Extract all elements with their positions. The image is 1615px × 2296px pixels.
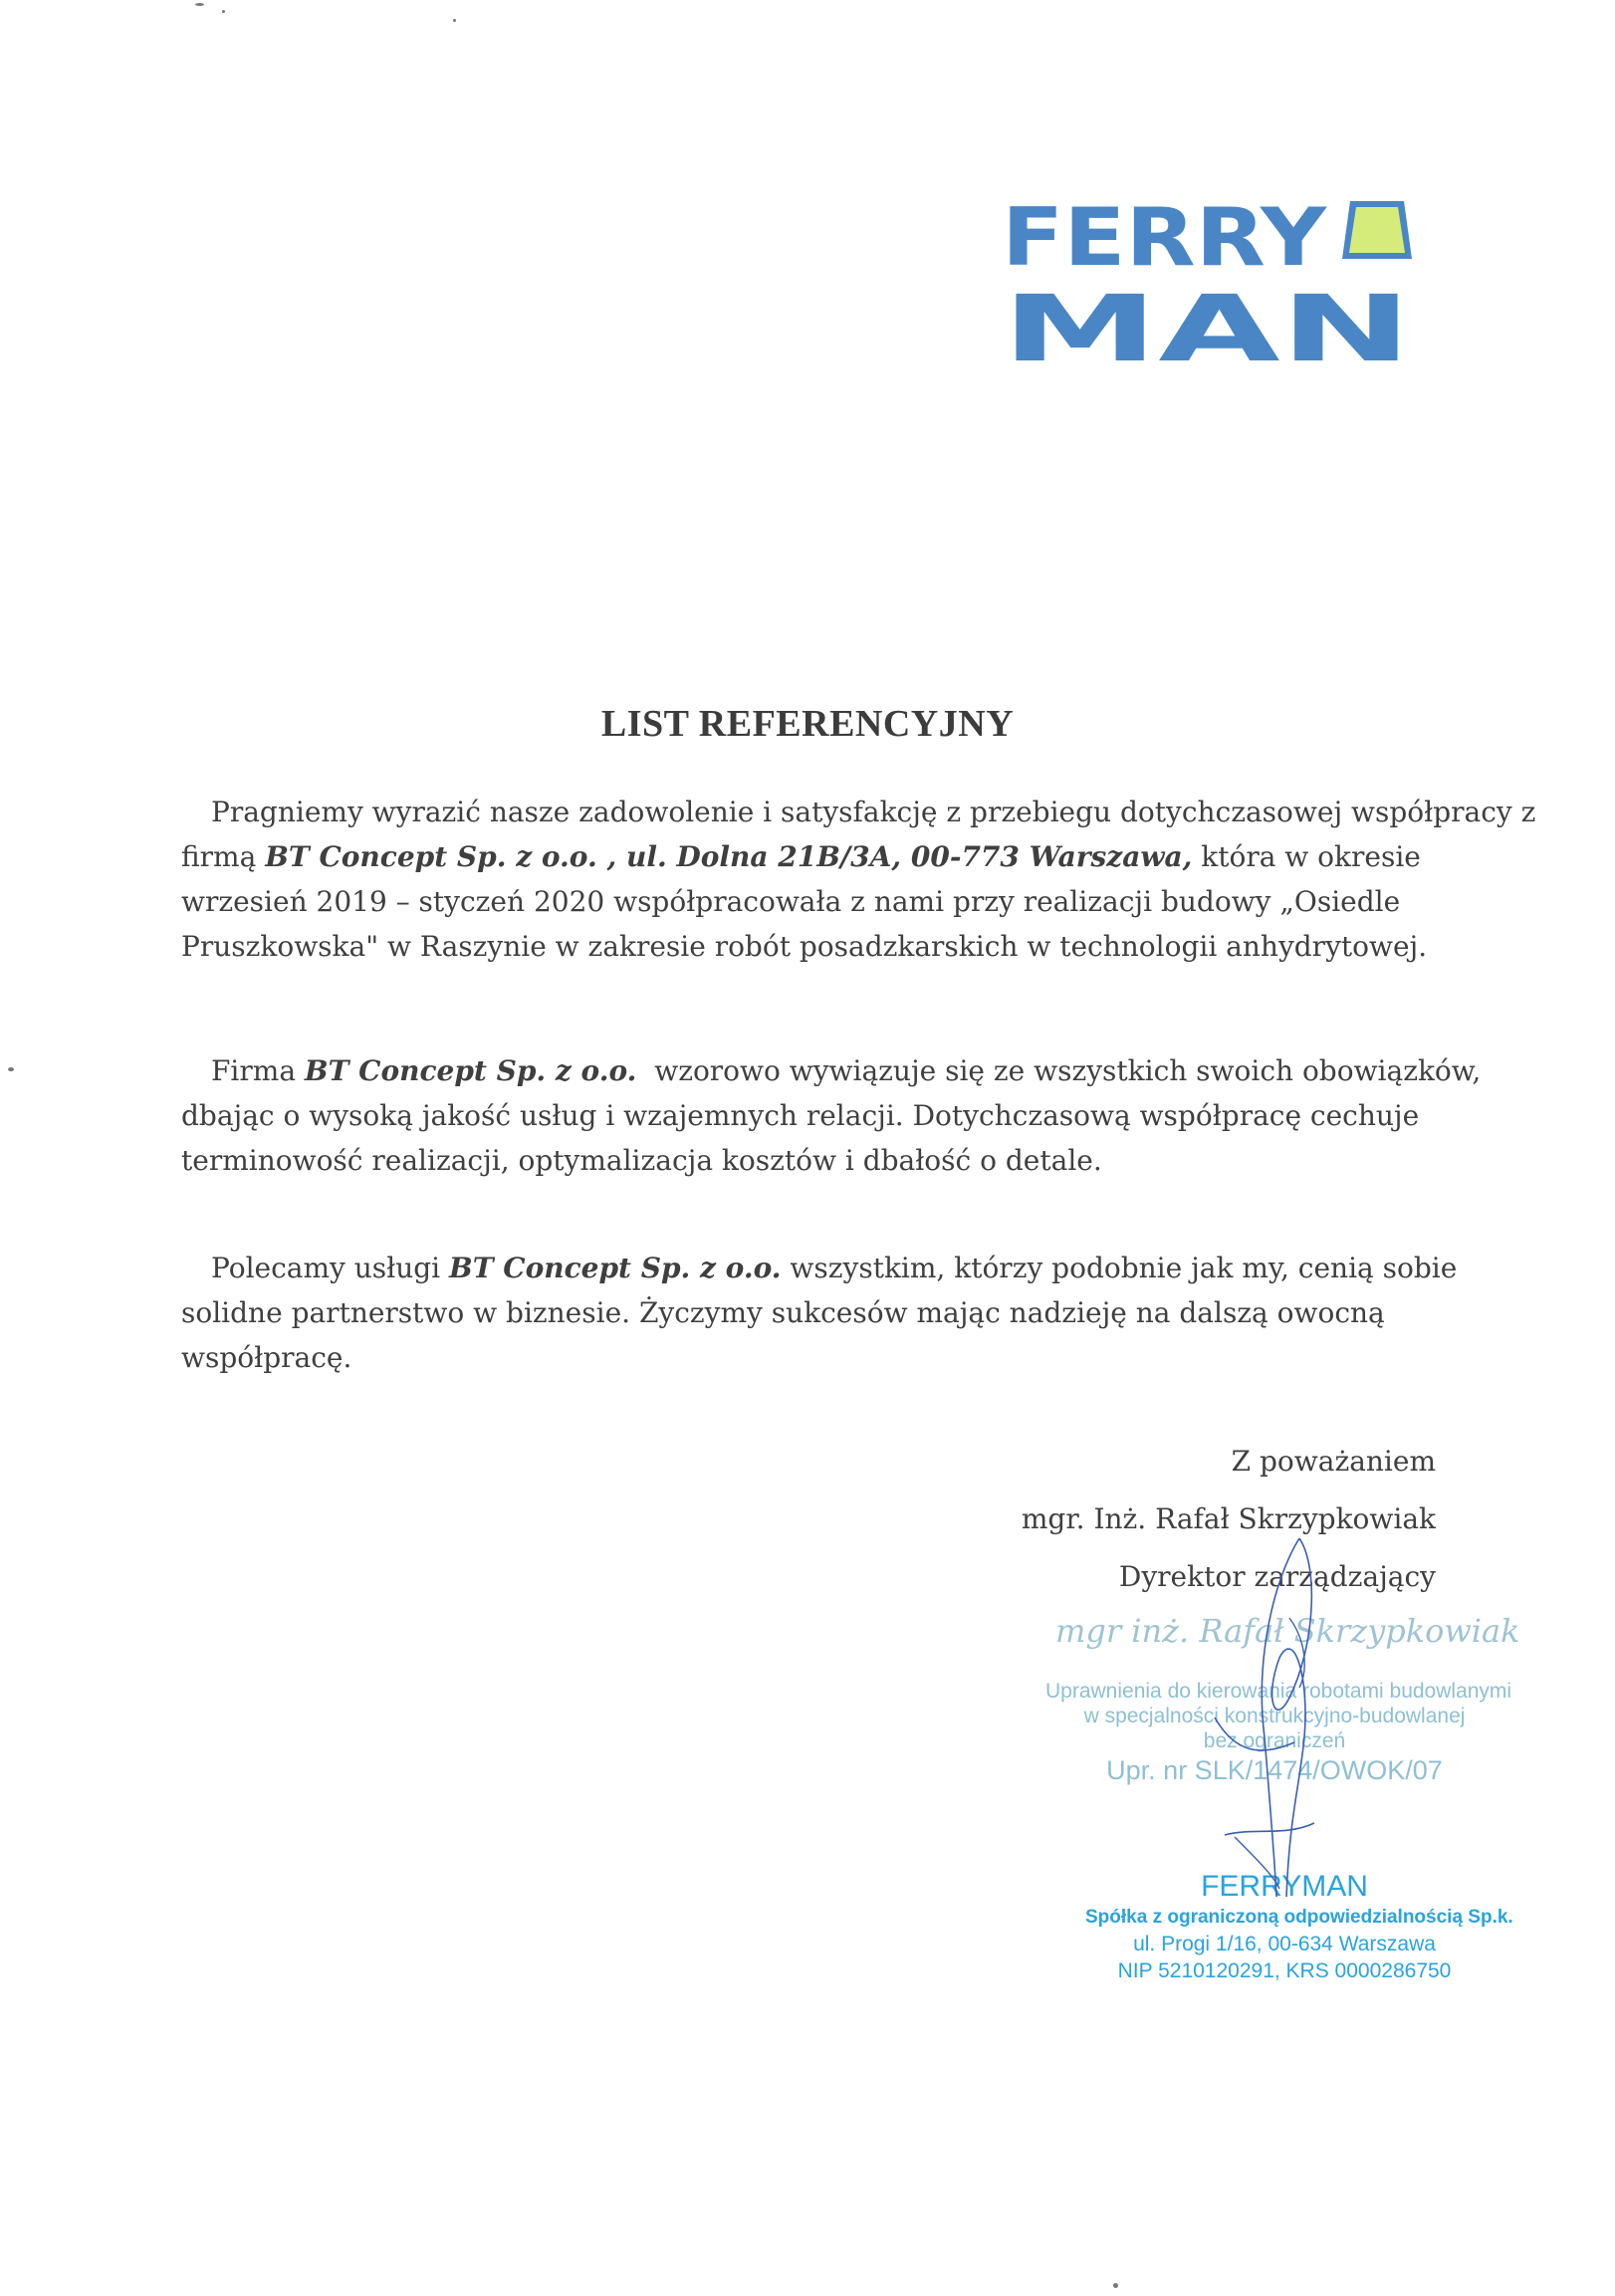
scan-speck [195, 3, 204, 6]
triangle-icon [1342, 201, 1412, 259]
ferryman-logo-graphic [1000, 195, 1414, 362]
company-stamp-line-3: NIP 5210120291, KRS 0000286750 [1117, 1959, 1452, 1982]
company-name: BT Concept Sp. z o.o. [449, 1252, 782, 1284]
scan-speck [8, 1067, 14, 1071]
stamp-line-4: Upr. nr SLK/1474/OWOK/07 [1106, 1755, 1443, 1785]
handwritten-signature-icon [1195, 1538, 1394, 1897]
paragraph-1-line-2 [181, 834, 1456, 879]
paragraph-3-line-1 [181, 1246, 1456, 1290]
paragraph-3 [181, 1246, 1456, 1380]
company-name: BT Concept Sp. z o.o. [304, 1054, 637, 1087]
stamp-line-1: Uprawnienia do kierowania robotami budowlanymi [1045, 1680, 1512, 1703]
text-fragment: firmą [181, 840, 266, 873]
paragraph-1 [181, 790, 1536, 969]
scan-speck [453, 19, 456, 22]
company-address: BT Concept Sp. z o.o. , ul. Dolna 21B/3A, 00-773 Warszawa, [265, 840, 1193, 873]
paragraph-1-line-4: Pruszkowska" w Raszynie w zakresie robót posadzkarskich w technologii anhydrytowej. [181, 930, 1428, 963]
closing-greeting: Z poważaniem [1231, 1445, 1436, 1478]
paragraph-2 [181, 1048, 1482, 1183]
paragraph-2-line-2: dbając o wysoką jakość usług i wzajemnych relacji. Dotychczasową współpracę cechuje [181, 1099, 1420, 1132]
scan-speck [222, 10, 225, 13]
signatory-position: Dyrektor zarządzający [1118, 1560, 1436, 1593]
text-fragment: która w okresie [1192, 840, 1421, 873]
signatory-name: mgr. Inż. Rafał Skrzypkowiak [1021, 1502, 1436, 1535]
scan-speck [1113, 2283, 1118, 2288]
paragraph-3-line-2: solidne partnerstwo w biznesie. Życzymy sukcesów mając nadzieję na dalszą owocną [181, 1296, 1385, 1329]
stamp-line-3: bez ograniczeń [1203, 1729, 1346, 1752]
logo-line1: FERRY [1002, 195, 1328, 284]
logo-line2: MAN [1002, 276, 1412, 362]
text-fragment: Polecamy usługi [211, 1252, 450, 1284]
paragraph-1-line-1: Pragniemy wyrazić nasze zadowolenie i satysfakcję z przebiegu dotychczasowej współpracy z [211, 796, 1536, 828]
paragraph-3-line-3: współpracę. [181, 1341, 352, 1374]
company-stamp-line-1: Spółka z ograniczoną odpowiedzialnością Sp.k. [1085, 1907, 1513, 1928]
text-fragment: wzorowo wywiązuje się ze wszystkich swoich obowiązków, [636, 1054, 1482, 1087]
ferryman-logo [1000, 195, 1414, 362]
stamp-line-2: w specjalności konstrukcyjno-budowlanej [1083, 1705, 1466, 1727]
paragraph-2-line-3: terminowość realizacji, optymalizacja kosztów i dbałość o detale. [181, 1144, 1102, 1177]
paragraph-1-line-3: wrzesień 2019 – styczeń 2020 współpracowała z nami przy realizacji budowy „Osiedle [181, 885, 1401, 918]
company-stamp-name: FERRYMAN [1201, 1870, 1368, 1903]
text-fragment: wszystkim, którzy podobnie jak my, cenią sobie [781, 1252, 1458, 1284]
personal-stamp-name: mgr inż. Rafał Skrzypkowiak [1055, 1612, 1520, 1650]
company-stamp-line-2: ul. Progi 1/16, 00-634 Warszawa [1133, 1933, 1436, 1955]
document-title: LIST REFERENCYJNY [600, 703, 1015, 745]
paragraph-2-line-1 [181, 1048, 1482, 1093]
text-fragment: Firma [211, 1054, 305, 1087]
